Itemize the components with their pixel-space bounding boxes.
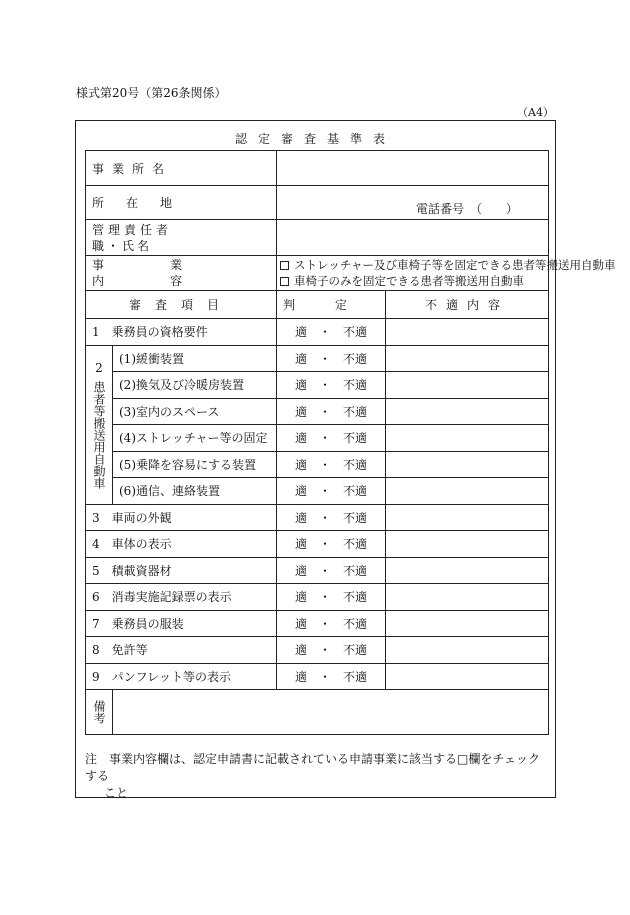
nonconformity-cell[interactable]	[386, 557, 549, 584]
nonconformity-cell[interactable]	[386, 478, 549, 505]
item-number: 7	[92, 616, 100, 631]
column-header-item-label: 審査項目	[129, 298, 234, 312]
item-number: 4	[92, 537, 100, 552]
item-cell	[86, 319, 277, 346]
business-content-options	[277, 256, 616, 291]
subitem-label: (3)室内のスペース	[119, 404, 220, 419]
subitem-cell	[113, 345, 277, 372]
judgment-cell[interactable]	[277, 319, 386, 346]
nonconformity-cell[interactable]	[386, 319, 549, 346]
subitem-cell	[113, 398, 277, 425]
location-row	[86, 186, 549, 220]
business-option-2[interactable]	[280, 273, 542, 289]
business-option-1[interactable]	[280, 257, 616, 273]
subitem-cell	[113, 451, 277, 478]
judgment-cell[interactable]	[277, 372, 386, 399]
location-label-cell	[86, 186, 277, 220]
nonconformity-cell[interactable]	[386, 425, 549, 452]
table-row	[86, 372, 549, 399]
judgment-text: 適 ・ 不適	[295, 457, 368, 472]
table-row	[86, 398, 549, 425]
judgment-cell[interactable]	[277, 345, 386, 372]
item-number: 6	[92, 590, 100, 605]
business-option-2-label: 車椅子のみを固定できる患者等搬送用自動車	[294, 274, 525, 288]
manager-label-cell	[86, 220, 277, 256]
judgment-text: 適 ・ 不適	[295, 404, 368, 419]
nonconformity-cell[interactable]	[386, 584, 549, 611]
nonconformity-cell[interactable]	[386, 610, 549, 637]
table-row	[86, 478, 549, 505]
nonconformity-cell[interactable]	[386, 663, 549, 690]
item-number: 3	[92, 510, 100, 525]
nonconformity-cell[interactable]	[386, 637, 549, 664]
column-header-judgment	[277, 291, 386, 319]
judgment-text: 適 ・ 不適	[295, 563, 368, 578]
nonconformity-cell[interactable]	[386, 345, 549, 372]
footnote	[85, 751, 548, 802]
table-row	[86, 663, 549, 690]
phone-label: 電話番号 （ ）	[416, 202, 519, 216]
subitem-cell	[113, 372, 277, 399]
form-frame	[75, 120, 616, 800]
judgment-text: 適 ・ 不適	[295, 378, 368, 393]
nonconformity-cell[interactable]	[386, 451, 549, 478]
subitem-cell	[113, 425, 277, 452]
item-label: 乗務員の服装	[111, 616, 184, 631]
manager-row	[86, 220, 549, 256]
remarks-label-cell	[86, 690, 113, 735]
location-label: 所在地	[92, 196, 195, 210]
judgment-cell[interactable]	[277, 584, 386, 611]
item-cell	[86, 557, 277, 584]
footnote-line1: 注 事業内容欄は、認定申請書に記載されている申請事業に該当する□欄をチェックする	[85, 752, 540, 783]
column-header-row	[86, 291, 549, 319]
judgment-cell[interactable]	[277, 478, 386, 505]
manager-label-line1: 管理責任者	[92, 222, 173, 237]
business-name-row	[86, 151, 549, 186]
business-content-label-b: 業	[169, 258, 182, 272]
table-row	[86, 425, 549, 452]
judgment-cell[interactable]	[277, 557, 386, 584]
table-row	[86, 637, 549, 664]
judgment-cell[interactable]	[277, 398, 386, 425]
subitem-label: (2)換気及び冷暖房装置	[119, 378, 244, 393]
item-label: 車両の外観	[111, 510, 172, 525]
table-row	[86, 610, 549, 637]
item-label: パンフレット等の表示	[111, 669, 232, 684]
judgment-cell[interactable]	[277, 425, 386, 452]
subitem-label: (6)通信、連絡装置	[119, 484, 220, 499]
nonconformity-cell[interactable]	[386, 398, 549, 425]
table-row	[86, 557, 549, 584]
form-title: 認定審査基準表	[234, 132, 396, 146]
business-content-label-a: 事	[92, 258, 105, 272]
table-row	[86, 451, 549, 478]
item-cell	[86, 610, 277, 637]
subitem-cell	[113, 478, 277, 505]
item-cell	[86, 504, 277, 531]
item-number: 9	[92, 669, 100, 684]
criteria-table	[85, 150, 616, 735]
nonconformity-cell[interactable]	[386, 372, 549, 399]
business-name-value[interactable]	[277, 151, 549, 186]
judgment-text: 適 ・ 不適	[295, 537, 368, 552]
subitem-label: (5)乗降を容易にする装置	[119, 457, 256, 472]
business-content-label-cell	[86, 256, 277, 291]
item-number: 1	[92, 325, 100, 340]
column-header-judgment-label: 判定	[283, 298, 388, 312]
column-header-item	[86, 291, 277, 319]
remarks-label: 備考	[92, 700, 106, 724]
judgment-text: 適 ・ 不適	[295, 590, 368, 605]
item-cell	[86, 663, 277, 690]
item-label: 消毒実施記録票の表示	[111, 590, 232, 605]
manager-value[interactable]	[277, 220, 549, 256]
business-name-label: 事業所名	[92, 161, 173, 176]
judgment-text: 適 ・ 不適	[295, 669, 368, 684]
nonconformity-cell[interactable]	[386, 531, 549, 558]
paper-size: （A4）	[517, 106, 554, 119]
item-2-group-label: 患者等搬送用自動車	[92, 380, 106, 489]
judgment-text: 適 ・ 不適	[295, 643, 368, 658]
item-label: 乗務員の資格要件	[111, 325, 208, 340]
business-option-1-label: ストレッチャー及び車椅子等を固定できる患者等搬送用自動車	[294, 258, 616, 272]
column-header-nonconformity-label: 不適内容	[425, 298, 510, 312]
nonconformity-cell[interactable]	[386, 504, 549, 531]
item-cell	[86, 531, 277, 558]
remarks-row	[86, 690, 549, 735]
business-content-label-d: 容	[169, 274, 182, 288]
business-content-label-c: 内	[92, 274, 105, 288]
item-label: 免許等	[111, 643, 148, 658]
judgment-text: 適 ・ 不適	[295, 325, 368, 340]
judgment-text: 適 ・ 不適	[295, 616, 368, 631]
item-2-group-cell	[86, 345, 113, 504]
item-cell	[86, 637, 277, 664]
form-number: 様式第20号（第26条関係）	[76, 86, 227, 100]
judgment-cell[interactable]	[277, 637, 386, 664]
item-cell	[86, 584, 277, 611]
item-number: 5	[92, 563, 100, 578]
column-header-nonconformity	[386, 291, 549, 319]
location-value[interactable]	[277, 186, 549, 220]
checkbox-icon[interactable]	[280, 277, 289, 286]
table-row	[86, 504, 549, 531]
business-content-row	[86, 256, 549, 291]
footnote-line2: こと	[104, 786, 129, 800]
item-number: 8	[92, 643, 100, 658]
manager-label-line2: 職・氏名	[92, 238, 153, 253]
judgment-cell[interactable]	[277, 663, 386, 690]
remarks-value[interactable]	[113, 690, 549, 735]
judgment-text: 適 ・ 不適	[295, 484, 368, 499]
judgment-cell[interactable]	[277, 610, 386, 637]
item-label: 車体の表示	[111, 537, 172, 552]
table-row	[86, 584, 549, 611]
table-row	[86, 531, 549, 558]
judgment-text: 適 ・ 不適	[295, 431, 368, 446]
subitem-label: (1)緩衝装置	[119, 351, 184, 366]
business-name-label-cell	[86, 151, 277, 186]
item-number: 2	[95, 360, 103, 375]
table-row	[86, 319, 549, 346]
subitem-label: (4)ストレッチャー等の固定	[119, 431, 268, 446]
table-row	[86, 345, 549, 372]
item-label: 積載資器材	[111, 563, 172, 578]
judgment-text: 適 ・ 不適	[295, 351, 368, 366]
judgment-cell[interactable]	[277, 504, 386, 531]
checkbox-icon[interactable]	[280, 261, 289, 270]
judgment-cell[interactable]	[277, 451, 386, 478]
judgment-text: 適 ・ 不適	[295, 510, 368, 525]
judgment-cell[interactable]	[277, 531, 386, 558]
